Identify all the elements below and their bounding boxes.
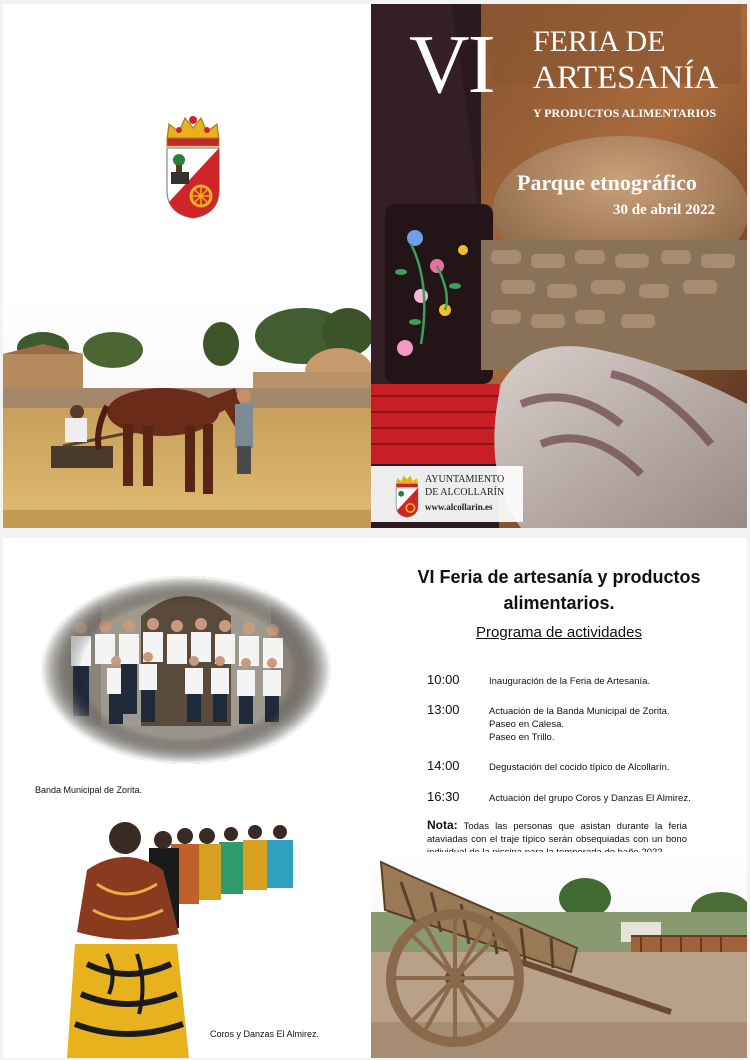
inside-right-panel	[371, 538, 747, 1058]
cover-date: 30 de abril 2022	[613, 202, 716, 218]
cover-back-panel	[3, 4, 371, 528]
program-time-2: 13:00	[427, 702, 460, 717]
program-subheading: Programa de actividades	[476, 624, 642, 641]
inside-left-panel	[3, 538, 371, 1058]
program-heading: VI Feria de artesanía y productos alimentarios.	[417, 567, 701, 613]
cover-title-line1: FERIA DE	[533, 25, 666, 58]
note-label: Nota:	[427, 818, 458, 832]
program-activity-2: Actuación de la Banda Municipal de Zorita. Paseo en Calesa. Paseo en Trillo.	[489, 706, 670, 743]
folk-dancers-photo	[67, 814, 307, 1058]
program-activity-4: Actuación del grupo Coros y Danzas El Almirez.	[489, 793, 691, 804]
program-activity-3: Degustación del cocido típico de Alcollarín.	[489, 762, 670, 773]
logo-url: www.alcollarin.es	[425, 502, 493, 512]
town-hall-logo-block	[371, 466, 523, 522]
wooden-cart-photo	[371, 852, 747, 1058]
program-time-4: 16:30	[427, 789, 460, 804]
municipal-crest-small-icon	[393, 472, 421, 518]
program-activity-1: Inauguración de la Feria de Artesanía.	[489, 676, 651, 687]
cover-edition-numeral: VI	[409, 18, 494, 111]
note-text: Todas las personas que asistan durante la feria ataviadas con el traje típico serán obsequiadas con un bono	[427, 821, 687, 845]
cover-front-panel	[371, 4, 747, 528]
logo-line1: AYUNTAMIENTO	[425, 474, 505, 485]
threshing-horse-photo	[3, 300, 371, 528]
program-time-1: 10:00	[427, 672, 460, 687]
program-time-3: 14:00	[427, 758, 460, 773]
municipal-crest-icon	[161, 110, 225, 220]
band-group-photo	[41, 576, 331, 764]
dancers-caption: Coros y Danzas El Almirez.	[210, 1029, 320, 1039]
band-caption: Banda Municipal de Zorita.	[35, 785, 143, 795]
cover-title-line2: ARTESANÍA	[533, 60, 719, 96]
logo-line2: DE ALCOLLARÍN	[425, 487, 505, 498]
cover-subtitle: Y PRODUCTOS ALIMENTARIOS	[533, 106, 717, 120]
cover-venue: Parque etnográfico	[517, 170, 697, 195]
